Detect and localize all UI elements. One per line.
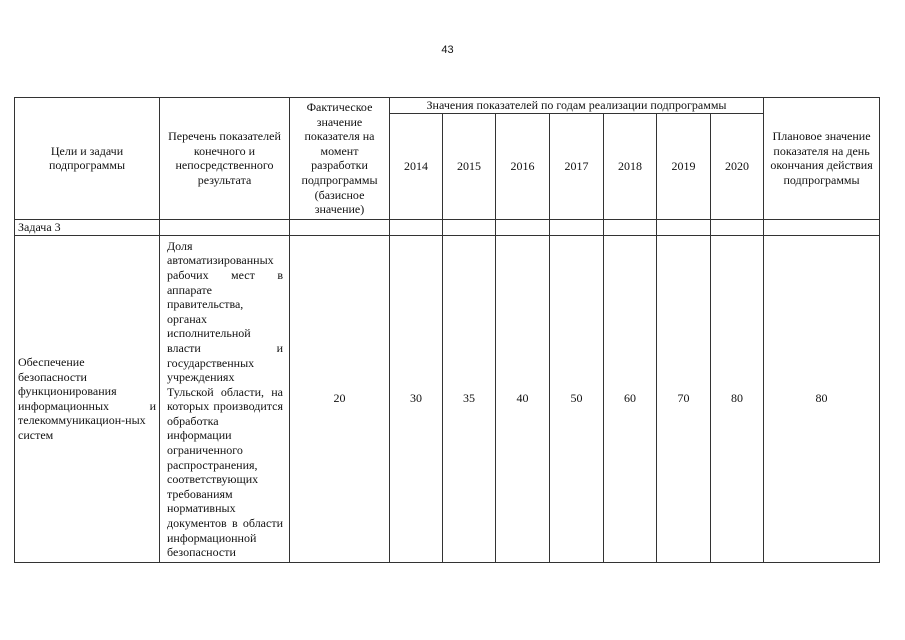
header-year-2020: 2020 (711, 113, 764, 219)
header-planned: Плановое значение показателя на день окончания действия подпрограммы (764, 98, 880, 220)
task-empty-cell (550, 219, 604, 235)
task-empty-cell (496, 219, 550, 235)
header-year-2014: 2014 (390, 113, 443, 219)
task-label: Задача 3 (15, 219, 160, 235)
header-baseline: Фактическое значение показателя на момент разработки подпрограммы (базисное значение) (290, 98, 390, 220)
table-row (15, 235, 880, 562)
header-years-group: Значения показателей по годам реализации подпрограммы (390, 98, 764, 114)
goal-cell: Обеспечение безопасности функционирования информационных и телекоммуникацион-ных систем (15, 235, 160, 562)
value-2017: 50 (550, 235, 604, 562)
baseline-value: 20 (290, 235, 390, 562)
header-year-2016: 2016 (496, 113, 550, 219)
value-2014: 30 (390, 235, 443, 562)
value-2018: 60 (604, 235, 657, 562)
task-row (15, 219, 880, 235)
page-number: 43 (441, 44, 454, 56)
indicator-cell: Доля автоматизированных рабочих мест в аппарате правительства, органах исполнительной власти и государственных учреждениях Тульской области, на которых производится обработка информации ограниченного распространения, соответствующих требованиям нормативных документов в области информационной безопасности (160, 235, 290, 562)
header-year-2017: 2017 (550, 113, 604, 219)
task-empty-cell (290, 219, 390, 235)
task-empty-cell (657, 219, 711, 235)
value-2015: 35 (443, 235, 496, 562)
task-empty-cell (604, 219, 657, 235)
task-empty-cell (711, 219, 764, 235)
planned-value: 80 (764, 235, 880, 562)
value-2019: 70 (657, 235, 711, 562)
header-goals: Цели и задачи подпрограммы (15, 98, 160, 220)
task-empty-cell (160, 219, 290, 235)
task-empty-cell (390, 219, 443, 235)
header-year-2019: 2019 (657, 113, 711, 219)
header-year-2015: 2015 (443, 113, 496, 219)
header-indicators: Перечень показателей конечного и непосредственного результата (160, 98, 290, 220)
value-2016: 40 (496, 235, 550, 562)
header-year-2018: 2018 (604, 113, 657, 219)
task-empty-cell (764, 219, 880, 235)
indicators-table (14, 97, 880, 563)
header-row (15, 98, 880, 114)
task-empty-cell (443, 219, 496, 235)
value-2020: 80 (711, 235, 764, 562)
